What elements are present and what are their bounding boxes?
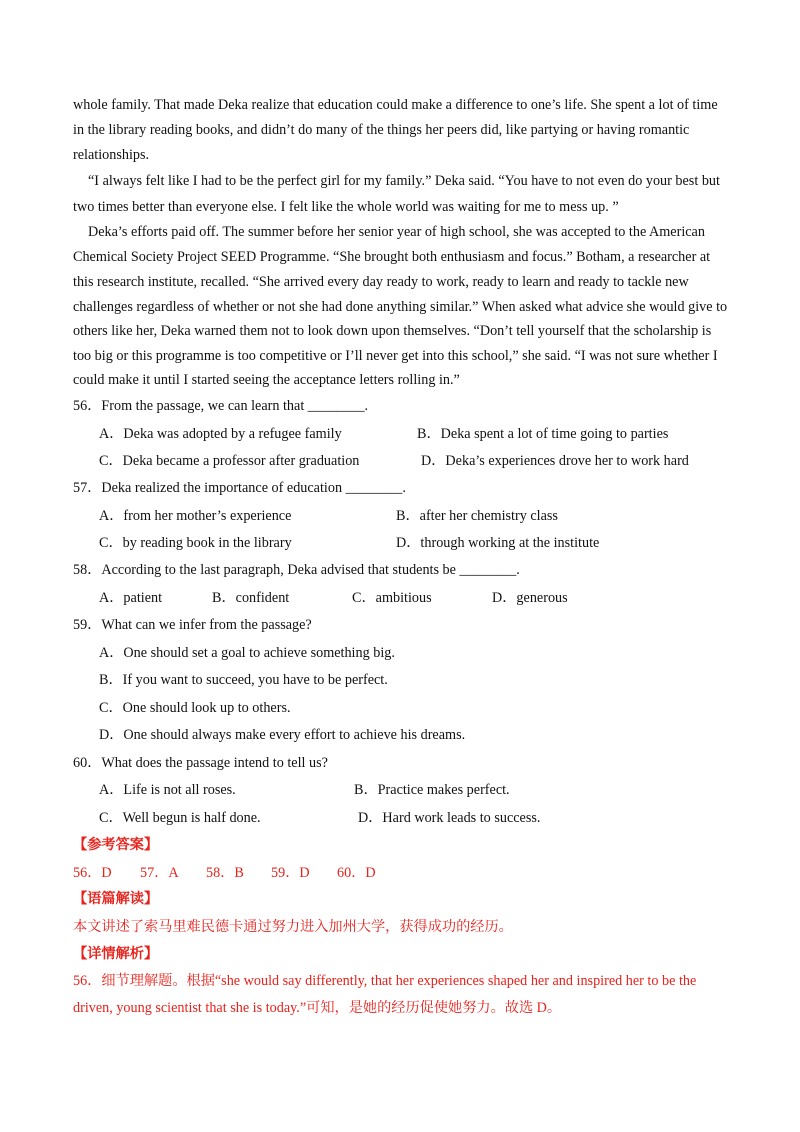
answer-option: C．Deka became a professor after graduation [99, 453, 360, 469]
reading-heading: 【语篇解读】 [73, 891, 159, 907]
question-stem: 60．What does the passage intend to tell us? [73, 755, 328, 771]
passage-line: whole family. That made Deka realize that education could make a difference to one’s life. She spent a lot of time [73, 97, 718, 113]
question-stem: 58．According to the last paragraph, Deka advised that students be ________. [73, 562, 520, 578]
answer-option: B．after her chemistry class [396, 508, 558, 524]
passage-line: too big or this programme is too competitive or I’ll never get into this school,” she said. “I was not sure whether I [73, 348, 718, 364]
answer-key: 58．B [206, 865, 244, 881]
passage-line: challenges regardless of whether or not she had done anything similar.” When asked what advice she would give to [73, 299, 728, 315]
answer-option: C．by reading book in the library [99, 535, 292, 551]
passage-line: could make it until I started seeing the acceptance letters rolling in.” [73, 372, 460, 388]
answer-option: B．If you want to succeed, you have to be perfect. [99, 672, 388, 688]
answer-option: A．Life is not all roses. [99, 782, 236, 798]
answer-key: 56．D [73, 865, 112, 881]
passage-line: “I always felt like I had to be the perfect girl for my family.” Deka said. “You have to not even do your best but [88, 173, 720, 189]
reading-text: 本文讲述了索马里难民德卡通过努力进入加州大学，获得成功的经历。 [73, 919, 513, 935]
answer-option: C．ambitious [352, 590, 432, 606]
passage-line: Deka’s efforts paid off. The summer before her senior year of high school, she was accepted to the American [88, 224, 705, 240]
answer-option: D．One should always make every effort to achieve his dreams. [99, 727, 466, 743]
answer-option: D．through working at the institute [396, 535, 600, 551]
answer-option: D．generous [492, 590, 568, 606]
question-stem: 59．What can we infer from the passage? [73, 617, 312, 633]
passage-line: this research institute, recalled. “She arrived every day ready to work, ready to learn and ready to tackle new [73, 274, 689, 290]
answer-option: C．One should look up to others. [99, 700, 291, 716]
question-stem: 57．Deka realized the importance of education ________. [73, 480, 406, 496]
passage-line: two times better than everyone else. I felt like the whole world was waiting for me to mess up. ” [73, 199, 619, 215]
passage-line: Chemical Society Project SEED Programme. “She brought both enthusiasm and focus.” Botham, a researcher at [73, 249, 711, 265]
analysis-line: 56．细节理解题。根据“she would say differently, that her experiences shaped her and inspired her to be the [73, 973, 697, 989]
answer-option: D．Hard work leads to success. [358, 810, 541, 826]
answer-option: A．patient [99, 590, 163, 606]
passage-line: relationships. [73, 147, 150, 163]
passage-line: others like her, Deka warned them not to look down upon themselves. “Don’t tell yourself that the scholarship is [73, 323, 712, 339]
answer-option: B．Deka spent a lot of time going to parties [417, 426, 669, 442]
question-stem: 56．From the passage, we can learn that ________. [73, 398, 369, 414]
answer-key: 60．D [337, 865, 376, 881]
answer-option: A．Deka was adopted by a refugee family [99, 426, 342, 442]
passage-line: in the library reading books, and didn’t do many of the things her peers did, like partying or having romantic [73, 122, 690, 138]
answer-option: D．Deka’s experiences drove her to work hard [421, 453, 689, 469]
answers-heading: 【参考答案】 [73, 837, 159, 853]
answer-option: B．Practice makes perfect. [354, 782, 510, 798]
analysis-line: driven, young scientist that she is today.”可知，是她的经历促使她努力。故选 D。 [73, 1000, 562, 1016]
answer-option: A．One should set a goal to achieve something big. [99, 645, 395, 661]
answer-option: A．from her mother’s experience [99, 508, 292, 524]
answer-key: 59．D [271, 865, 310, 881]
analysis-heading: 【详情解析】 [73, 946, 159, 962]
answer-key: 57．A [140, 865, 179, 881]
answer-option: B．confident [212, 590, 290, 606]
answer-option: C．Well begun is half done. [99, 810, 261, 826]
